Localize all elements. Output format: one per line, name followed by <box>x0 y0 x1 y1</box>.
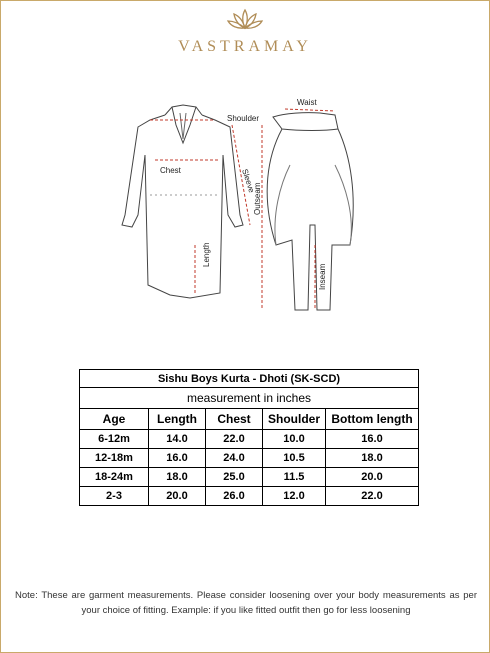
brand-logo <box>0 6 490 68</box>
table-header-row <box>80 409 419 430</box>
table-subtitle: measurement in inches <box>80 388 419 409</box>
label-outseam: Outseam <box>253 182 262 215</box>
cell-chest: 26.0 <box>206 487 263 506</box>
cell-age: 12-18m <box>80 449 149 468</box>
label-shoulder: Shoulder <box>227 114 260 123</box>
header-bottom-length: Bottom length <box>326 409 419 430</box>
cell-chest: 24.0 <box>206 449 263 468</box>
cell-age: 18-24m <box>80 468 149 487</box>
cell-age: 2-3 <box>80 487 149 506</box>
table-row <box>80 468 419 487</box>
cell-shoulder: 11.5 <box>263 468 326 487</box>
size-chart-table <box>79 369 419 506</box>
cell-shoulder: 12.0 <box>263 487 326 506</box>
size-guide-illustration <box>110 95 380 325</box>
fitting-note: Note: These are garment measurements. Please consider loosening over your body measurements as per your choice of fitting. Example: if you like fitted outfit then go for less loosening <box>15 590 477 616</box>
table-row <box>80 430 419 449</box>
kurta-drawing <box>122 105 243 298</box>
brand-name: VASTRAMAY <box>178 38 312 55</box>
cell-length: 16.0 <box>149 449 206 468</box>
label-sleeve: Sleeve <box>240 167 257 194</box>
cell-length: 18.0 <box>149 468 206 487</box>
cell-bottom-length: 22.0 <box>326 487 419 506</box>
header-length: Length <box>149 409 206 430</box>
label-length: Length <box>202 242 211 267</box>
cell-chest: 25.0 <box>206 468 263 487</box>
cell-bottom-length: 20.0 <box>326 468 419 487</box>
measure-lines <box>150 109 335 310</box>
cell-length: 20.0 <box>149 487 206 506</box>
header-shoulder: Shoulder <box>263 409 326 430</box>
header-chest: Chest <box>206 409 263 430</box>
lotus-icon <box>225 6 265 36</box>
cell-length: 14.0 <box>149 430 206 449</box>
label-waist: Waist <box>297 98 317 107</box>
label-chest: Chest <box>160 166 181 175</box>
cell-age: 6-12m <box>80 430 149 449</box>
dhoti-drawing <box>267 113 353 310</box>
cell-bottom-length: 18.0 <box>326 449 419 468</box>
cell-bottom-length: 16.0 <box>326 430 419 449</box>
cell-shoulder: 10.0 <box>263 430 326 449</box>
header-age: Age <box>80 409 149 430</box>
table-row <box>80 487 419 506</box>
table-row <box>80 449 419 468</box>
cell-shoulder: 10.5 <box>263 449 326 468</box>
table-title: Sishu Boys Kurta - Dhoti (SK-SCD) <box>80 370 419 388</box>
label-inseam: Inseam <box>318 263 327 290</box>
cell-chest: 22.0 <box>206 430 263 449</box>
